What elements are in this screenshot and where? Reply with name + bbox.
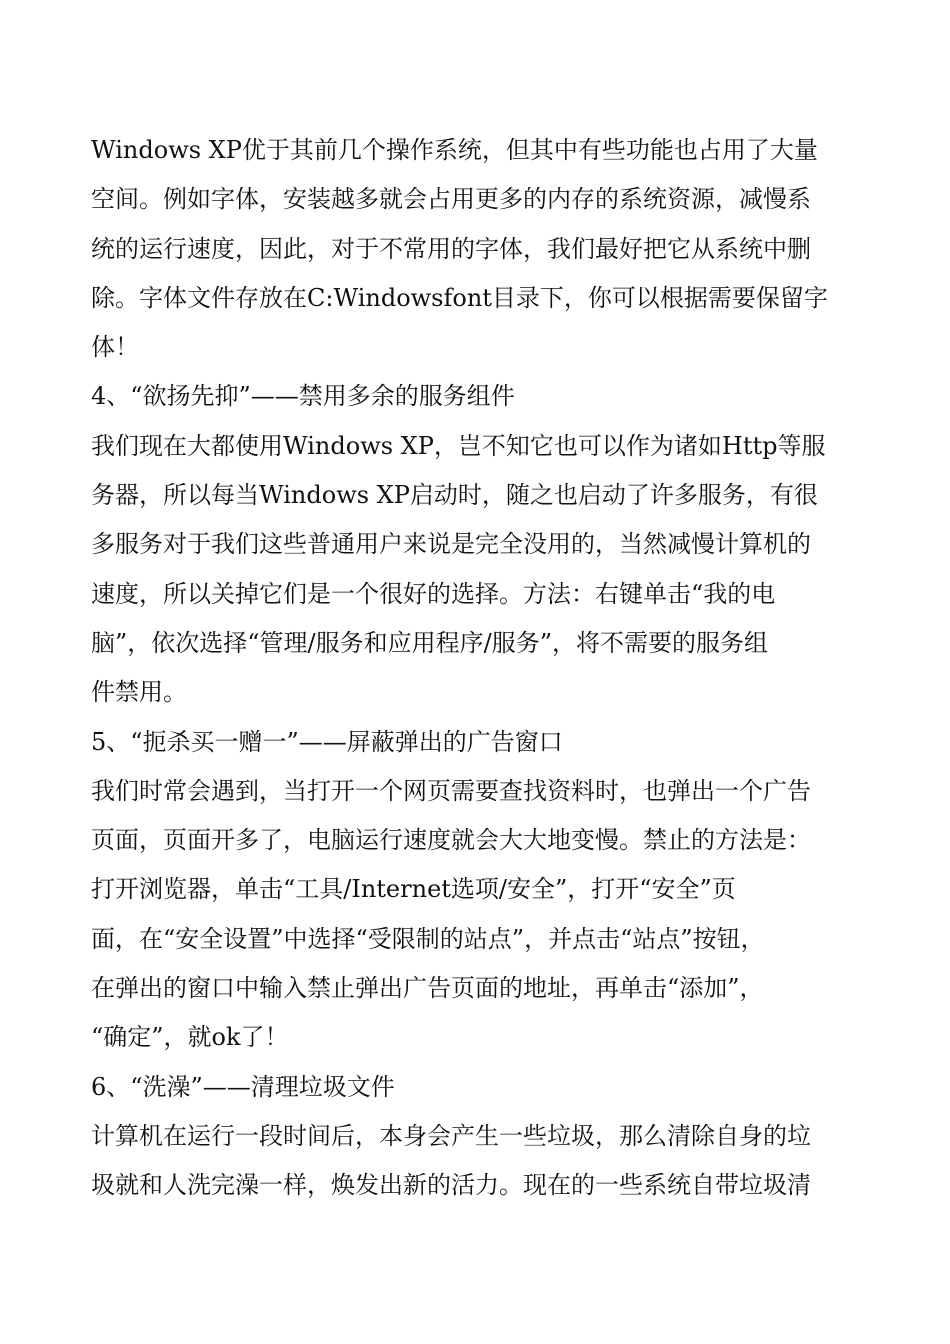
body-line: 我们时常会遇到，当打开一个网页需要查找资料时，也弹出一个广告 xyxy=(91,776,811,805)
body-line: 速度，所以关掉它们是一个很好的选择。方法：右键单击“我的电 xyxy=(91,579,776,608)
body-line: 除。字体文件存放在C:Windowsfont目录下，你可以根据需要保留字 xyxy=(91,283,828,312)
body-line: 在弹出的窗口中输入禁止弹出广告页面的地址，再单击“添加”， xyxy=(91,974,764,1003)
body-line: Windows XP优于其前几个操作系统，但其中有些功能也占用了大量 xyxy=(91,136,818,164)
body-line: 计算机在运行一段时间后，本身会产生一些垃圾，那么清除自身的垃 xyxy=(91,1121,811,1150)
body-line: 脑”，依次选择“管理/服务和应用程序/服务”，将不需要的服务组 xyxy=(91,628,768,657)
body-line: 圾就和人洗完澡一样，焕发出新的活力。现在的一些系统自带垃圾清 xyxy=(91,1171,811,1200)
body-line: 面，在“安全设置”中选择“受限制的站点”，并点击“站点”按钮， xyxy=(91,924,765,953)
body-line: 我们现在大都使用Windows XP，岂不知它也可以作为诸如Http等服 xyxy=(91,431,826,460)
body-line: 件禁用。 xyxy=(91,678,187,707)
body-line: 空间。例如字体，安装越多就会占用更多的内存的系统资源，减慢系 xyxy=(91,185,811,214)
body-line: 体！ xyxy=(91,333,139,362)
body-line: “确定”，就ok了！ xyxy=(91,1023,289,1052)
section-heading: 4、“欲扬先抑”——禁用多余的服务组件 xyxy=(91,382,515,411)
document-body xyxy=(91,126,881,1211)
body-line: 页面，页面开多了，电脑运行速度就会大大地变慢。禁止的方法是： xyxy=(91,826,811,855)
body-line: 打开浏览器，单击“工具/Internet选项/安全”，打开“安全”页 xyxy=(91,875,736,904)
body-line: 统的运行速度，因此，对于不常用的字体，我们最好把它从系统中删 xyxy=(91,234,811,263)
section-heading: 5、“扼杀买一赠一”——屏蔽弹出的广告窗口 xyxy=(91,727,563,756)
body-line: 多服务对于我们这些普通用户来说是完全没用的，当然减慢计算机的 xyxy=(91,530,811,559)
body-line: 务器，所以每当Windows XP启动时，随之也启动了许多服务，有很 xyxy=(91,481,818,510)
section-heading: 6、“洗澡”——清理垃圾文件 xyxy=(91,1072,395,1101)
